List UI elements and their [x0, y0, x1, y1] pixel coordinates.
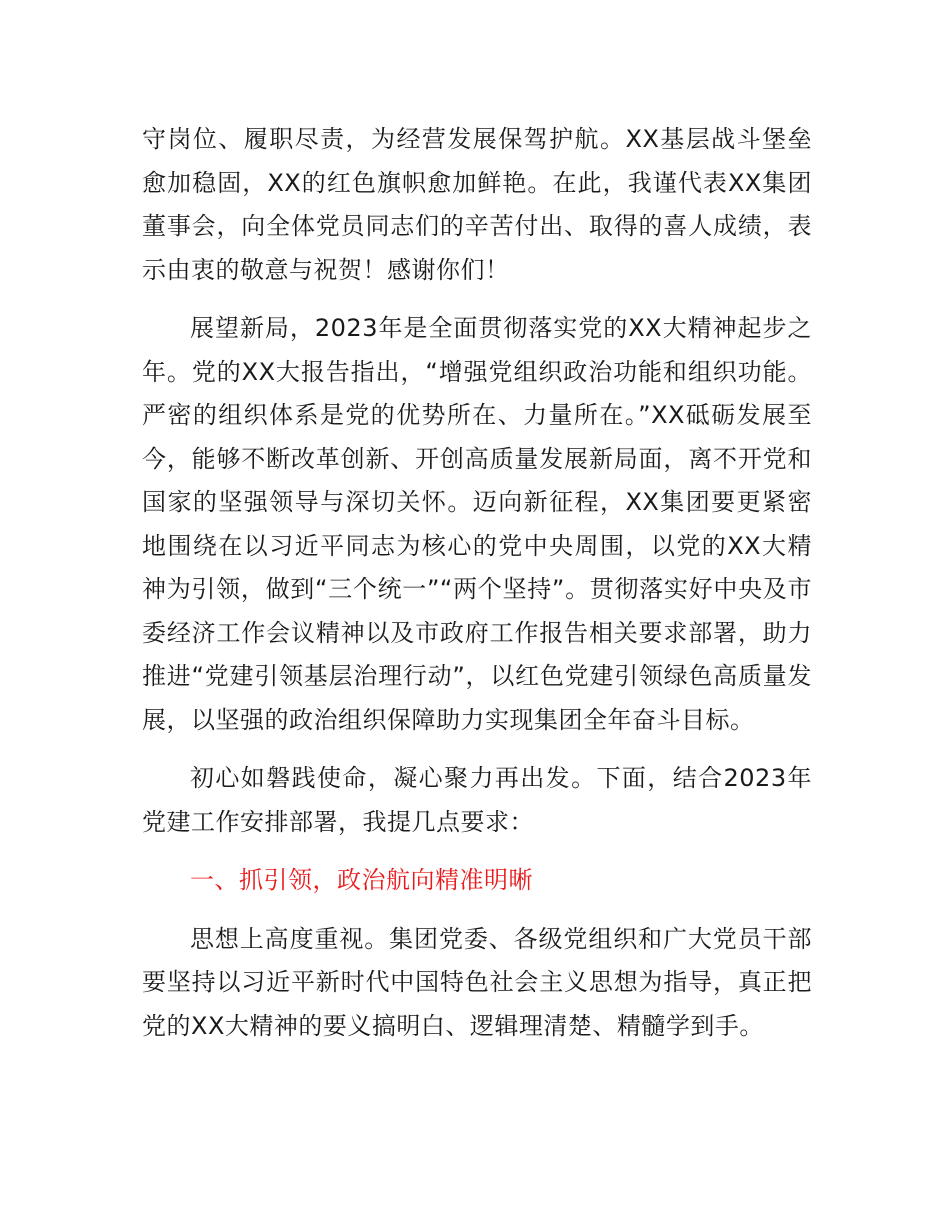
paragraph-ideological-emphasis: 思想上高度重视。集团党委、各级党组织和广大党员干部要坚持以习近平新时代中国特色社会主义思想为指导，真正把党的XX大精神的要义搞明白、逻辑理清楚、精髓学到手。 [142, 924, 812, 1040]
section-heading-one: 一、抓引领，政治航向精准明晰 [190, 866, 533, 894]
paragraph-outlook: 展望新局，2023年是全面贯彻落实党的XX大精神起步之年。党的XX大报告指出，“增强党组织政治功能和组织功能。严密的组织体系是党的优势所在、力量所在。”XX砥砺发展至今，能够不断改革创新、开创高质量发展新局面，离不开党和国家的坚强领导与深切关怀。迈向新征程，XX集团要更紧密地围绕在以习近平同志为核心的党中央周围，以党的XX大精神为引领，做到“三个统一”“两个坚持”。贯彻落实好中央及市委经济工作会议精神以及市政府工作报告相关要求部署，助力推进“党建引领基层治理行动”，以红色党建引领绿色高质量发展，以坚强的政治组织保障助力实现集团全年奋斗目标。 [142, 314, 812, 734]
paragraph-closing-thanks: 守岗位、履职尽责，为经营发展保驾护航。XX基层战斗堡垒愈加稳固，XX的红色旗帜愈加鲜艳。在此，我谨代表XX集团董事会，向全体党员同志们的辛苦付出、取得的喜人成绩，表示由衷的敬意与祝贺！感谢你们！ [142, 125, 812, 284]
paragraph-requirements-intro: 初心如磐践使命，凝心聚力再出发。下面，结合2023年党建工作安排部署，我提几点要求： [142, 764, 812, 836]
document-body [142, 118, 812, 1048]
